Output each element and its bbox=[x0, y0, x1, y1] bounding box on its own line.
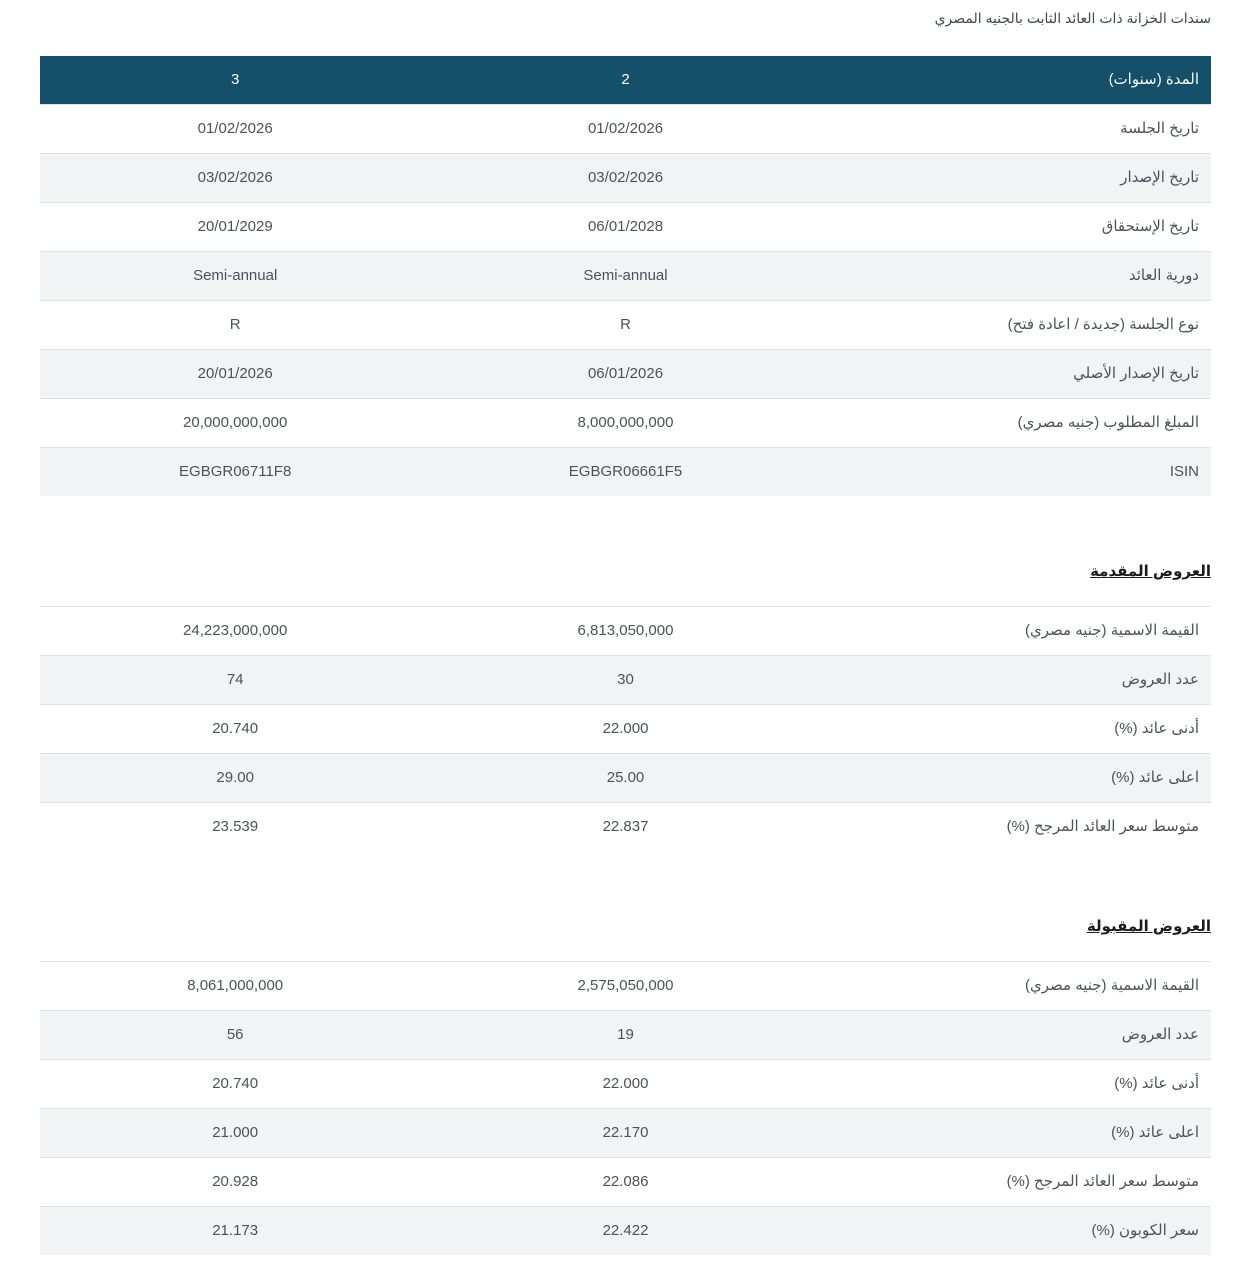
table-row bbox=[40, 607, 1211, 656]
row-value-3y: 23.539 bbox=[40, 803, 430, 852]
table-row bbox=[40, 754, 1211, 803]
table-row bbox=[40, 399, 1211, 448]
header-tenor-3-years: 3 bbox=[40, 56, 430, 105]
accepted-bids-table bbox=[40, 961, 1211, 1255]
row-value-2y: 01/02/2026 bbox=[430, 105, 820, 154]
section-title-submitted-bids: العروض المقدمة bbox=[1090, 563, 1211, 580]
row-value-2y: 2,575,050,000 bbox=[430, 962, 820, 1011]
table-row bbox=[40, 350, 1211, 399]
table-row bbox=[40, 1011, 1211, 1060]
row-label: سعر الكوبون (%) bbox=[821, 1207, 1211, 1256]
table-row bbox=[40, 1207, 1211, 1256]
row-label: أدنى عائد (%) bbox=[821, 705, 1211, 754]
table-row bbox=[40, 1158, 1211, 1207]
row-value-2y: 19 bbox=[430, 1011, 820, 1060]
table-row bbox=[40, 656, 1211, 705]
row-label: تاريخ الإستحقاق bbox=[821, 203, 1211, 252]
table-row bbox=[40, 1060, 1211, 1109]
row-value-2y: EGBGR06661F5 bbox=[430, 448, 820, 497]
row-value-2y: 06/01/2028 bbox=[430, 203, 820, 252]
table-row bbox=[40, 448, 1211, 497]
row-label: تاريخ الجلسة bbox=[821, 105, 1211, 154]
table-row bbox=[40, 203, 1211, 252]
table-row bbox=[40, 105, 1211, 154]
table-row bbox=[40, 252, 1211, 301]
table-header-row bbox=[40, 56, 1211, 105]
row-value-2y: R bbox=[430, 301, 820, 350]
row-value-3y: 20,000,000,000 bbox=[40, 399, 430, 448]
row-label: القيمة الاسمية (جنيه مصري) bbox=[821, 962, 1211, 1011]
row-label: متوسط سعر العائد المرجح (%) bbox=[821, 803, 1211, 852]
row-value-2y: Semi-annual bbox=[430, 252, 820, 301]
row-label: تاريخ الإصدار bbox=[821, 154, 1211, 203]
row-label: عدد العروض bbox=[821, 1011, 1211, 1060]
row-value-3y: 20/01/2029 bbox=[40, 203, 430, 252]
row-value-2y: 22.170 bbox=[430, 1109, 820, 1158]
table-row bbox=[40, 301, 1211, 350]
row-label: ISIN bbox=[821, 448, 1211, 497]
page-title: سندات الخزانة ذات العائد الثابت بالجنيه المصري bbox=[934, 10, 1211, 26]
row-value-2y: 22.837 bbox=[430, 803, 820, 852]
row-label: المبلغ المطلوب (جنيه مصري) bbox=[821, 399, 1211, 448]
row-value-3y: 01/02/2026 bbox=[40, 105, 430, 154]
row-label: متوسط سعر العائد المرجح (%) bbox=[821, 1158, 1211, 1207]
auction-details-table bbox=[40, 56, 1211, 496]
row-value-2y: 8,000,000,000 bbox=[430, 399, 820, 448]
row-value-2y: 22.000 bbox=[430, 705, 820, 754]
row-value-3y: 20.928 bbox=[40, 1158, 430, 1207]
row-value-2y: 6,813,050,000 bbox=[430, 607, 820, 656]
row-value-3y: 8,061,000,000 bbox=[40, 962, 430, 1011]
row-value-3y: 20.740 bbox=[40, 705, 430, 754]
table-row bbox=[40, 962, 1211, 1011]
table-row bbox=[40, 705, 1211, 754]
row-value-3y: R bbox=[40, 301, 430, 350]
table-row bbox=[40, 1109, 1211, 1158]
row-label: نوع الجلسة (جديدة / اعادة فتح) bbox=[821, 301, 1211, 350]
row-value-2y: 22.086 bbox=[430, 1158, 820, 1207]
section-title-accepted-bids: العروض المقبولة bbox=[1086, 918, 1211, 935]
row-value-3y: 24,223,000,000 bbox=[40, 607, 430, 656]
row-value-3y: 21.000 bbox=[40, 1109, 430, 1158]
row-label: تاريخ الإصدار الأصلي bbox=[821, 350, 1211, 399]
row-value-2y: 22.000 bbox=[430, 1060, 820, 1109]
row-label: عدد العروض bbox=[821, 656, 1211, 705]
row-label: القيمة الاسمية (جنيه مصري) bbox=[821, 607, 1211, 656]
row-value-3y: Semi-annual bbox=[40, 252, 430, 301]
row-label: اعلى عائد (%) bbox=[821, 754, 1211, 803]
row-value-3y: EGBGR06711F8 bbox=[40, 448, 430, 497]
row-value-3y: 20/01/2026 bbox=[40, 350, 430, 399]
row-label: أدنى عائد (%) bbox=[821, 1060, 1211, 1109]
row-value-3y: 21.173 bbox=[40, 1207, 430, 1256]
table-row bbox=[40, 154, 1211, 203]
row-value-2y: 25.00 bbox=[430, 754, 820, 803]
submitted-bids-table bbox=[40, 606, 1211, 851]
table-row bbox=[40, 803, 1211, 852]
row-value-2y: 30 bbox=[430, 656, 820, 705]
row-value-3y: 03/02/2026 bbox=[40, 154, 430, 203]
row-value-2y: 03/02/2026 bbox=[430, 154, 820, 203]
row-value-3y: 74 bbox=[40, 656, 430, 705]
header-tenor-2-years: 2 bbox=[430, 56, 820, 105]
row-value-2y: 22.422 bbox=[430, 1207, 820, 1256]
row-value-3y: 20.740 bbox=[40, 1060, 430, 1109]
row-value-3y: 56 bbox=[40, 1011, 430, 1060]
header-tenor-years-label: المدة (سنوات) bbox=[821, 56, 1211, 105]
row-label: دورية العائد bbox=[821, 252, 1211, 301]
row-label: اعلى عائد (%) bbox=[821, 1109, 1211, 1158]
row-value-2y: 06/01/2026 bbox=[430, 350, 820, 399]
row-value-3y: 29.00 bbox=[40, 754, 430, 803]
